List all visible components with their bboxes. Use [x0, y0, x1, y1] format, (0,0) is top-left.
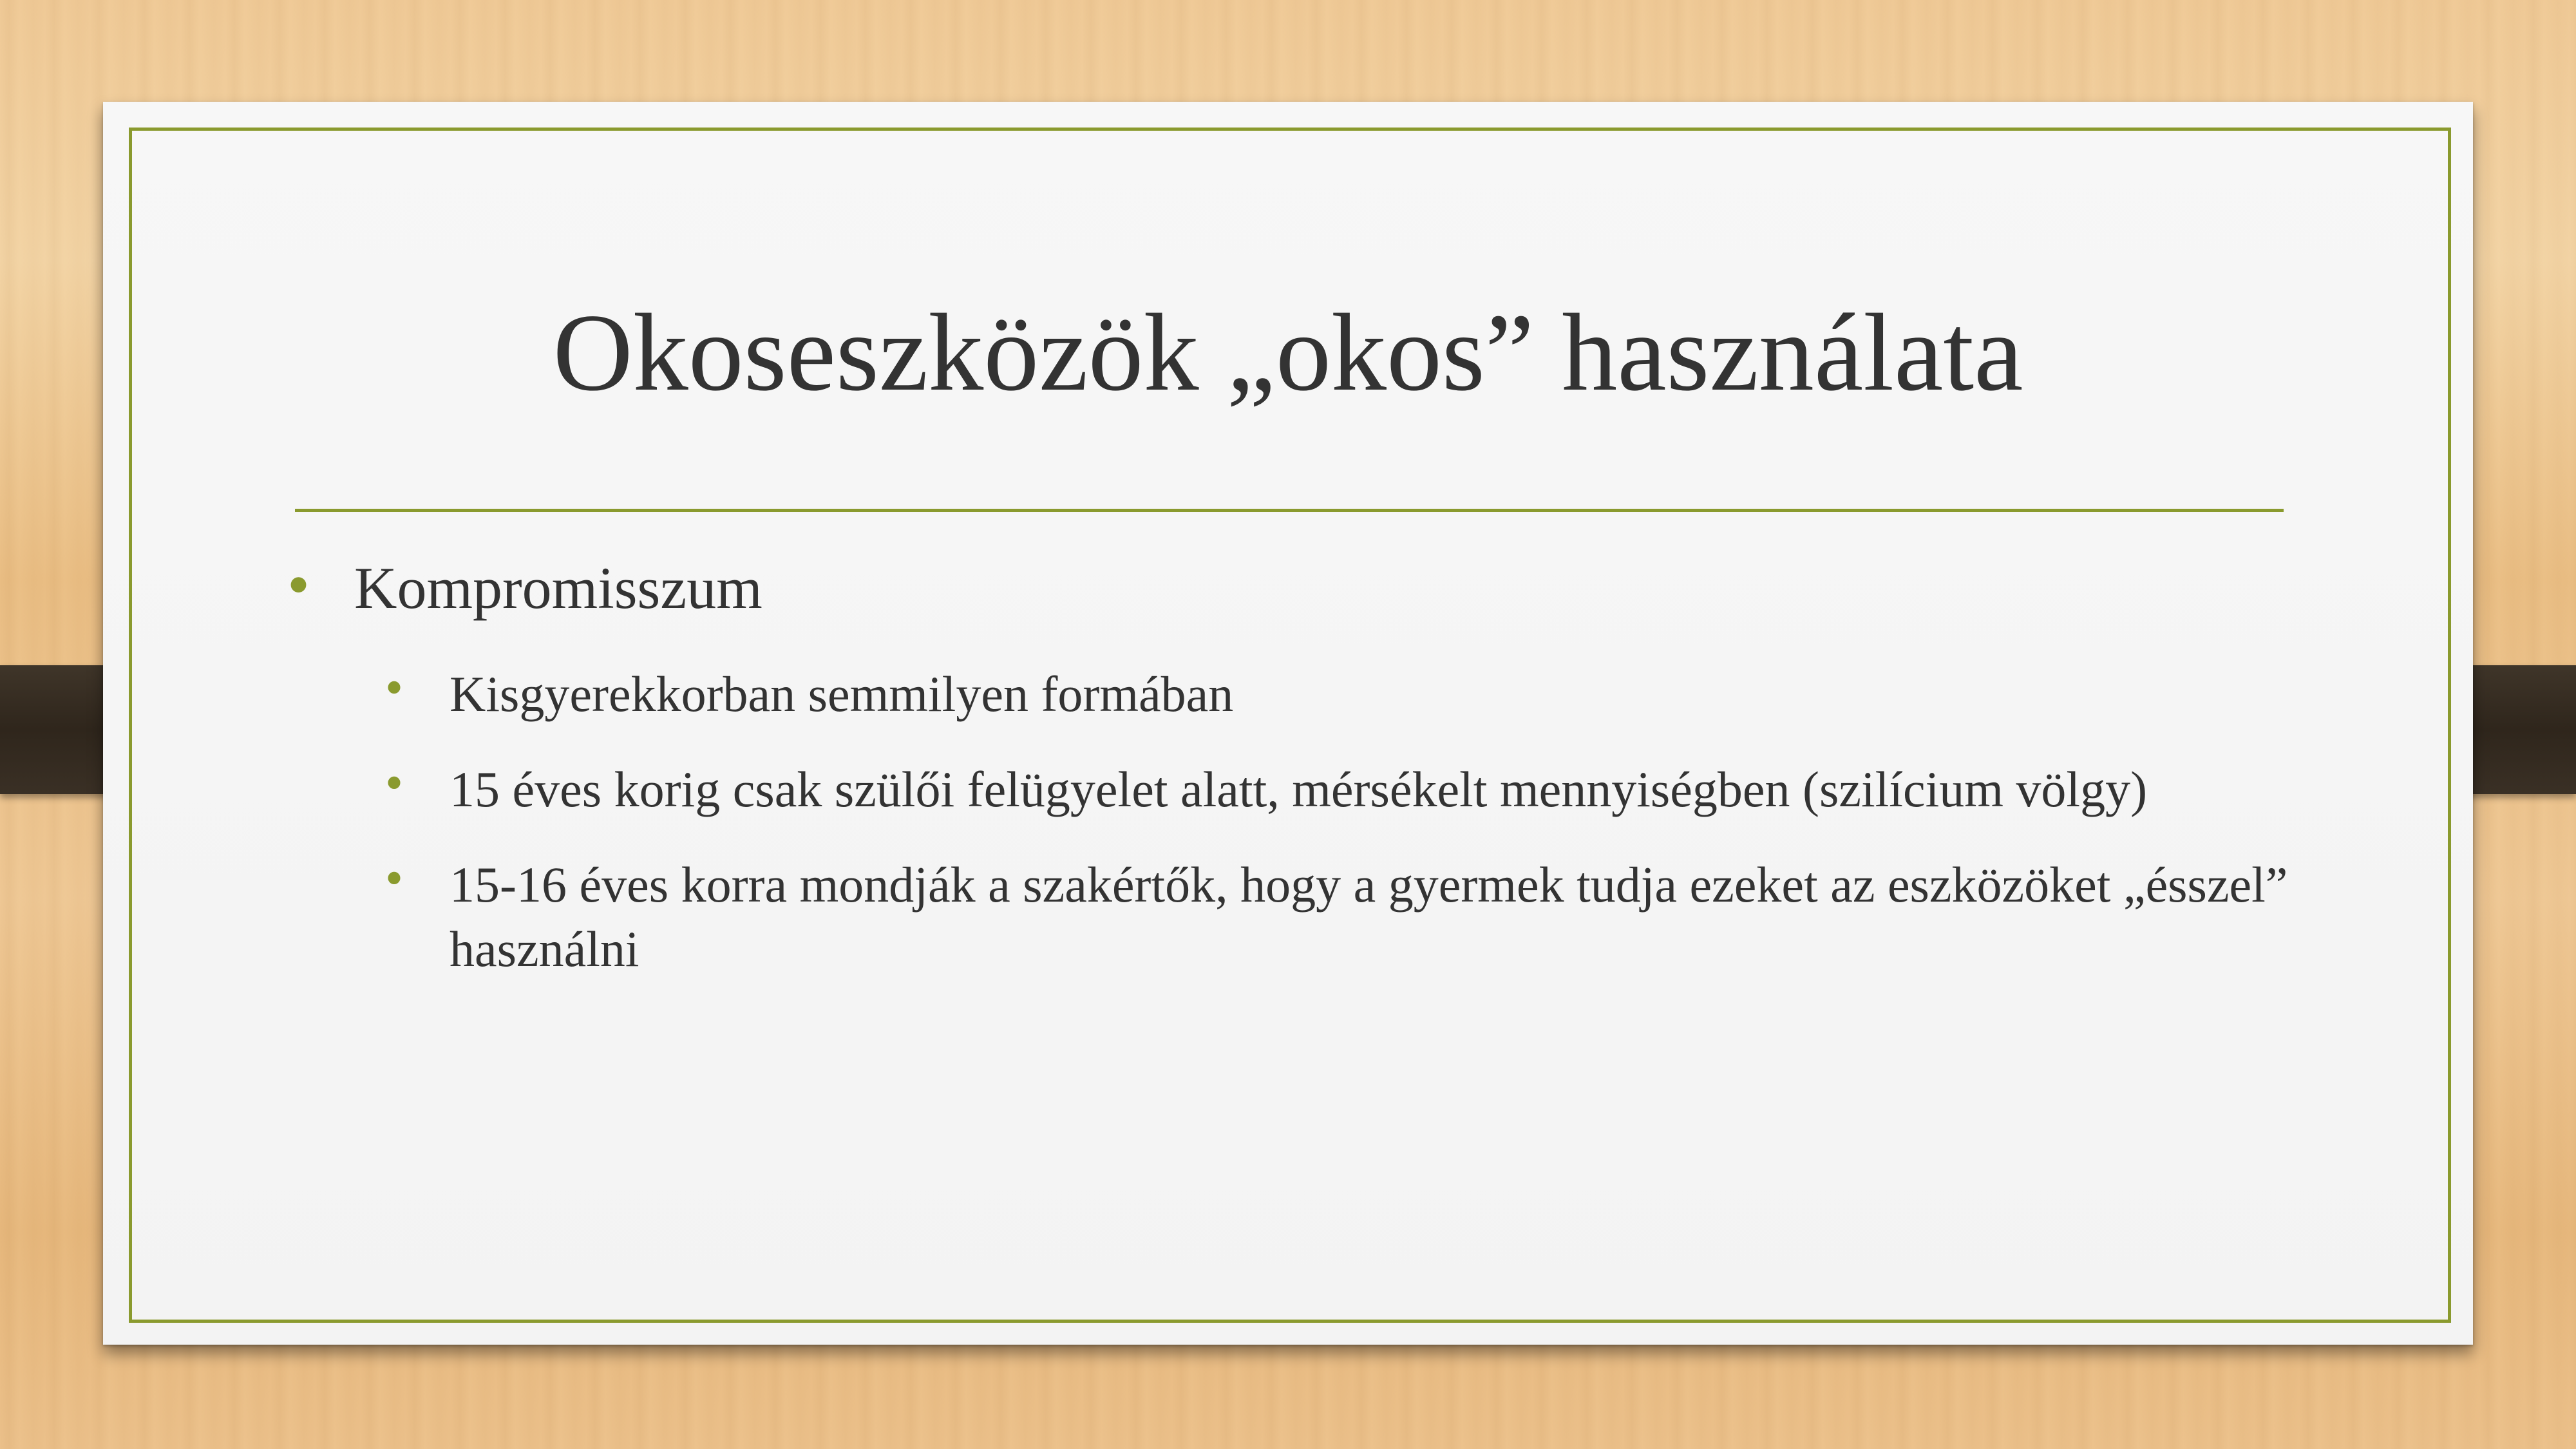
bullet-dot: •: [385, 755, 404, 811]
bullet-list: [103, 102, 2473, 1345]
slide-title: Okoseszközök „okos” használata: [553, 292, 2023, 414]
bullet-text: 15 éves korig csak szülői felügyelet alatt, mérsékelt mennyiségben (szilícium völgy): [450, 761, 2148, 817]
slide-card: [103, 102, 2473, 1345]
bullet-text: Kisgyerekkorban semmilyen formában: [450, 666, 1234, 722]
bullet-dot: •: [385, 850, 404, 907]
bullet-dot: •: [287, 549, 310, 620]
bullet-text: Kompromisszum: [354, 555, 762, 621]
bullet-dot: •: [385, 659, 404, 716]
bullet-text: 15-16 éves korra mondják a szakértők, hogy a gyermek tudja ezeket az eszközöket „ésszel” használni: [450, 857, 2288, 977]
